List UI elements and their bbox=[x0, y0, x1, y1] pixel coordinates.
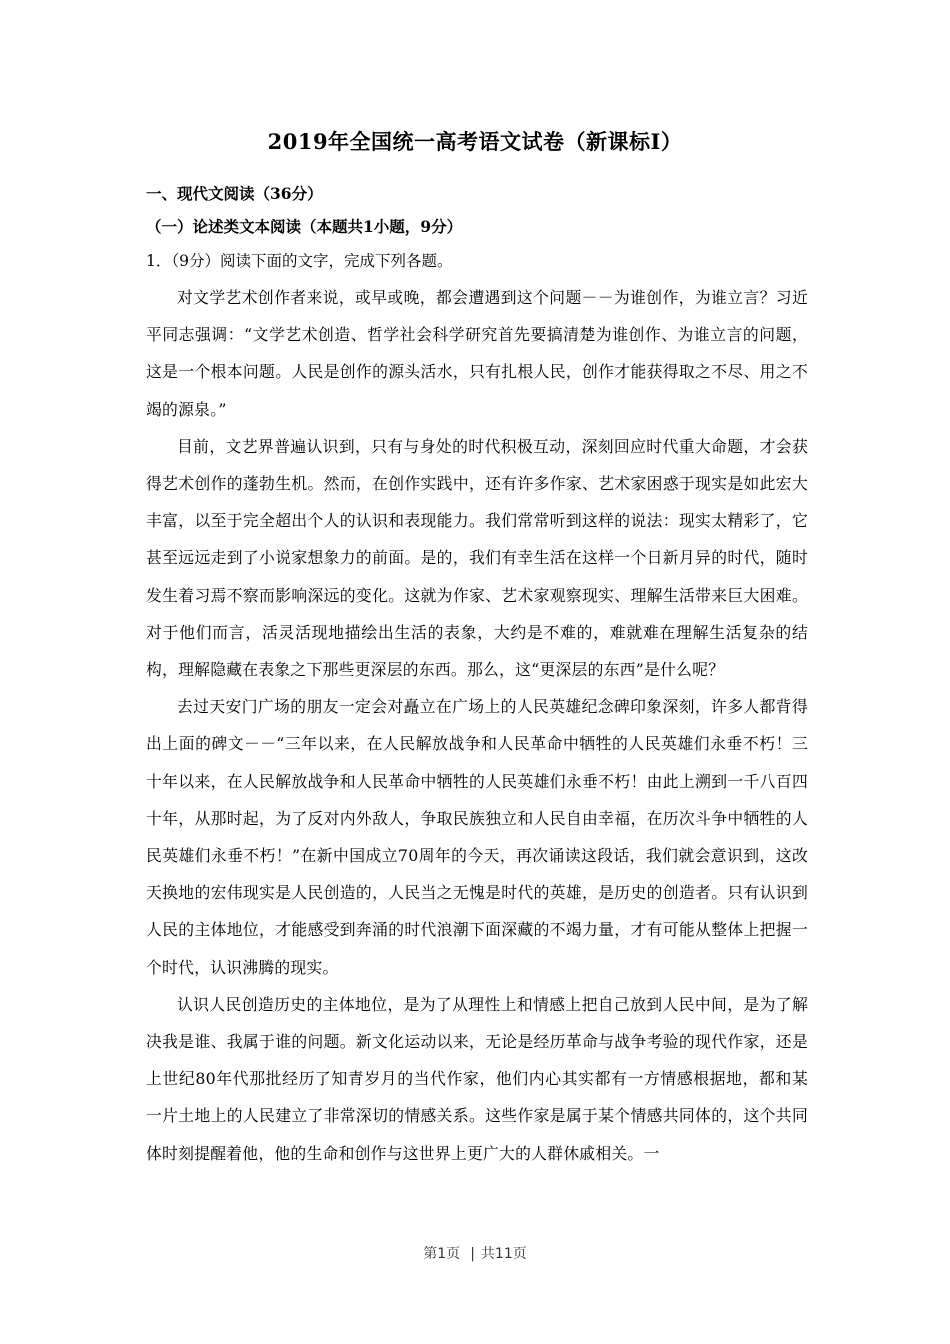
exam-title: 2019年全国统一高考语文试卷（新课标Ⅰ） bbox=[267, 129, 683, 154]
footer-separator: | bbox=[470, 1246, 475, 1262]
paragraph-3: 去过天安门广场的朋友一定会对矗立在广场上的人民英雄纪念碑印象深刻，许多人都背得出上面的碑文－－“三年以来，在人民解放战争和人民革命中牺牲的人民英雄们永垂不朽！三十年以来，在人民解放战争和人民革命中牺牲的人民英雄们永垂不朽！由此上溯到一千八百四十年，从那时起，为了反对内外敌人，争取民族独立和人民自由幸福，在历次斗争中牺牲的人民英雄们永垂不朽！”在新中国成立70周年的今天，再次诵读这段话，我们就会意识到，这改天换地的宏伟现实是人民创造的，人民当之无愧是时代的英雄，是历史的创造者。只有认识到人民的主体地位，才能感受到奔涌的时代浪潮下面深藏的不竭力量，才有可能从整体上把握一个时代，认识沸腾的现实。 bbox=[146, 697, 808, 977]
paragraph-1: 对文学艺术创作者来说，或早或晚，都会遭遇到这个问题－－为谁创作，为谁立言？习近平同志强调：“文学艺术创造、哲学社会科学研究首先要搞清楚为谁创作、为谁立言的问题，这是一个根本问题。人民是创作的源头活水，只有扎根人民，创作才能获得取之不尽、用之不竭的源泉。” bbox=[146, 288, 808, 419]
paragraph-4: 认识人民创造历史的主体地位，是为了从理性上和情感上把自己放到人民中间，是为了解决我是谁、我属于谁的问题。新文化运动以来，无论是经历革命与战争考验的现代作家，还是上世纪80年代那批经历了知青岁月的当代作家，他们内心其实都有一方情感根据地，都和某一片土地上的人民建立了非常深切的情感关系。这些作家是属于某个情感共同体的，这个共同体时刻提醒着他，他的生命和创作与这世界上更广大的人群休戚相关。一 bbox=[146, 994, 808, 1163]
section-heading: 一、现代文阅读（36分） bbox=[146, 184, 323, 203]
document-body bbox=[146, 178, 808, 1172]
subsection-heading: （一）论述类文本阅读（本题共1小题，9分） bbox=[146, 217, 463, 236]
paragraph-2: 目前，文艺界普遍认识到，只有与身处的时代积极互动，深刻回应时代重大命题，才会获得艺术创作的蓬勃生机。然而，在创作实践中，还有许多作家、艺术家困惑于现实是如此宏大丰富，以至于完全超出个人的认识和表现能力。我们常常听到这样的说法：现实太精彩了，它甚至远远走到了小说家想象力的前面。是的，我们有幸生活在这样一个日新月异的时代，随时发生着习焉不察而影响深远的变化。这就为作家、艺术家观察现实、理解生活带来巨大困难。对于他们而言，活灵活现地描绘出生活的表象，大约是不难的，难就难在理解生活复杂的结构，理解隐藏在表象之下那些更深层的东西。那么，这“更深层的东西”是什么呢？ bbox=[146, 436, 808, 680]
page-footer bbox=[0, 1243, 950, 1263]
page-number-current: 第1页 bbox=[423, 1246, 461, 1262]
page-number-total: 共11页 bbox=[480, 1246, 527, 1262]
question-prompt: 1．（9分）阅读下面的文字，完成下列各题。 bbox=[146, 252, 453, 270]
